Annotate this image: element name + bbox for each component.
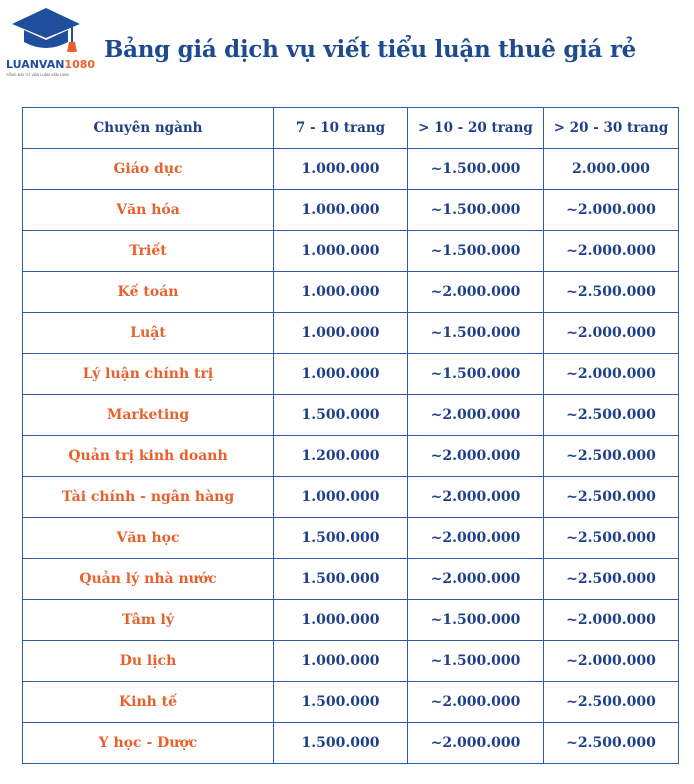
price-10-20-cell: ~2.000.000: [408, 477, 544, 518]
price-20-30-cell: ~2.500.000: [544, 723, 679, 764]
price-7-10-cell: 1.500.000: [274, 723, 408, 764]
header-10-20-pages: > 10 - 20 trang: [408, 108, 544, 149]
major-cell: Y học - Dược: [23, 723, 274, 764]
price-table: [22, 107, 679, 764]
price-10-20-cell: ~2.000.000: [408, 559, 544, 600]
major-cell: Triết: [23, 231, 274, 272]
major-cell: Tâm lý: [23, 600, 274, 641]
table-row: [23, 682, 679, 723]
header-20-30-pages: > 20 - 30 trang: [544, 108, 679, 149]
price-7-10-cell: 1.000.000: [274, 190, 408, 231]
price-10-20-cell: ~1.500.000: [408, 641, 544, 682]
price-7-10-cell: 1.500.000: [274, 559, 408, 600]
table-row: [23, 477, 679, 518]
price-7-10-cell: 1.000.000: [274, 641, 408, 682]
table-row: [23, 395, 679, 436]
table-row: [23, 231, 679, 272]
page-title: Bảng giá dịch vụ viết tiểu luận thuê giá rẻ: [104, 36, 637, 63]
price-7-10-cell: 1.500.000: [274, 518, 408, 559]
brand-logo: [2, 6, 96, 82]
table-row: [23, 149, 679, 190]
price-10-20-cell: ~1.500.000: [408, 354, 544, 395]
price-7-10-cell: 1.000.000: [274, 600, 408, 641]
table-row: [23, 354, 679, 395]
price-20-30-cell: ~2.000.000: [544, 313, 679, 354]
table-row: [23, 518, 679, 559]
price-20-30-cell: ~2.500.000: [544, 559, 679, 600]
major-cell: Luật: [23, 313, 274, 354]
price-10-20-cell: ~2.000.000: [408, 436, 544, 477]
logo-tagline: TỔNG ĐÀI TƯ VẤN LUẬN VĂN 1080: [6, 73, 69, 77]
price-10-20-cell: ~1.500.000: [408, 190, 544, 231]
price-10-20-cell: ~1.500.000: [408, 149, 544, 190]
price-7-10-cell: 1.500.000: [274, 395, 408, 436]
price-7-10-cell: 1.000.000: [274, 313, 408, 354]
price-7-10-cell: 1.000.000: [274, 477, 408, 518]
major-cell: Kinh tế: [23, 682, 274, 723]
price-7-10-cell: 1.500.000: [274, 682, 408, 723]
price-20-30-cell: ~2.000.000: [544, 231, 679, 272]
price-20-30-cell: ~2.000.000: [544, 600, 679, 641]
price-10-20-cell: ~2.000.000: [408, 272, 544, 313]
price-10-20-cell: ~2.000.000: [408, 723, 544, 764]
table-row: [23, 641, 679, 682]
major-cell: Quản trị kinh doanh: [23, 436, 274, 477]
price-7-10-cell: 1.000.000: [274, 149, 408, 190]
major-cell: Văn học: [23, 518, 274, 559]
price-7-10-cell: 1.000.000: [274, 354, 408, 395]
major-cell: Kế toán: [23, 272, 274, 313]
price-20-30-cell: ~2.000.000: [544, 641, 679, 682]
major-cell: Văn hóa: [23, 190, 274, 231]
table-row: [23, 559, 679, 600]
table-row: [23, 723, 679, 764]
header-7-10-pages: 7 - 10 trang: [274, 108, 408, 149]
graduation-cap-icon: [10, 6, 82, 56]
table-row: [23, 272, 679, 313]
price-20-30-cell: ~2.500.000: [544, 272, 679, 313]
major-cell: Du lịch: [23, 641, 274, 682]
price-10-20-cell: ~1.500.000: [408, 313, 544, 354]
price-20-30-cell: ~2.500.000: [544, 436, 679, 477]
price-10-20-cell: ~2.000.000: [408, 518, 544, 559]
price-10-20-cell: ~1.500.000: [408, 231, 544, 272]
table-row: [23, 600, 679, 641]
table-row: [23, 190, 679, 231]
header-major: Chuyên ngành: [23, 108, 274, 149]
price-10-20-cell: ~2.000.000: [408, 682, 544, 723]
price-10-20-cell: ~2.000.000: [408, 395, 544, 436]
major-cell: Lý luận chính trị: [23, 354, 274, 395]
price-20-30-cell: ~2.000.000: [544, 190, 679, 231]
table-row: [23, 436, 679, 477]
major-cell: Marketing: [23, 395, 274, 436]
price-7-10-cell: 1.000.000: [274, 272, 408, 313]
price-20-30-cell: ~2.000.000: [544, 354, 679, 395]
price-20-30-cell: ~2.500.000: [544, 395, 679, 436]
price-20-30-cell: ~2.500.000: [544, 477, 679, 518]
major-cell: Tài chính - ngân hàng: [23, 477, 274, 518]
table-header-row: [23, 108, 679, 149]
table-row: [23, 313, 679, 354]
major-cell: Quản lý nhà nước: [23, 559, 274, 600]
price-7-10-cell: 1.000.000: [274, 231, 408, 272]
price-20-30-cell: ~2.500.000: [544, 682, 679, 723]
price-20-30-cell: ~2.500.000: [544, 518, 679, 559]
price-7-10-cell: 1.200.000: [274, 436, 408, 477]
logo-wordmark: LUANVAN1080: [6, 58, 96, 71]
price-20-30-cell: 2.000.000: [544, 149, 679, 190]
price-10-20-cell: ~1.500.000: [408, 600, 544, 641]
major-cell: Giáo dục: [23, 149, 274, 190]
